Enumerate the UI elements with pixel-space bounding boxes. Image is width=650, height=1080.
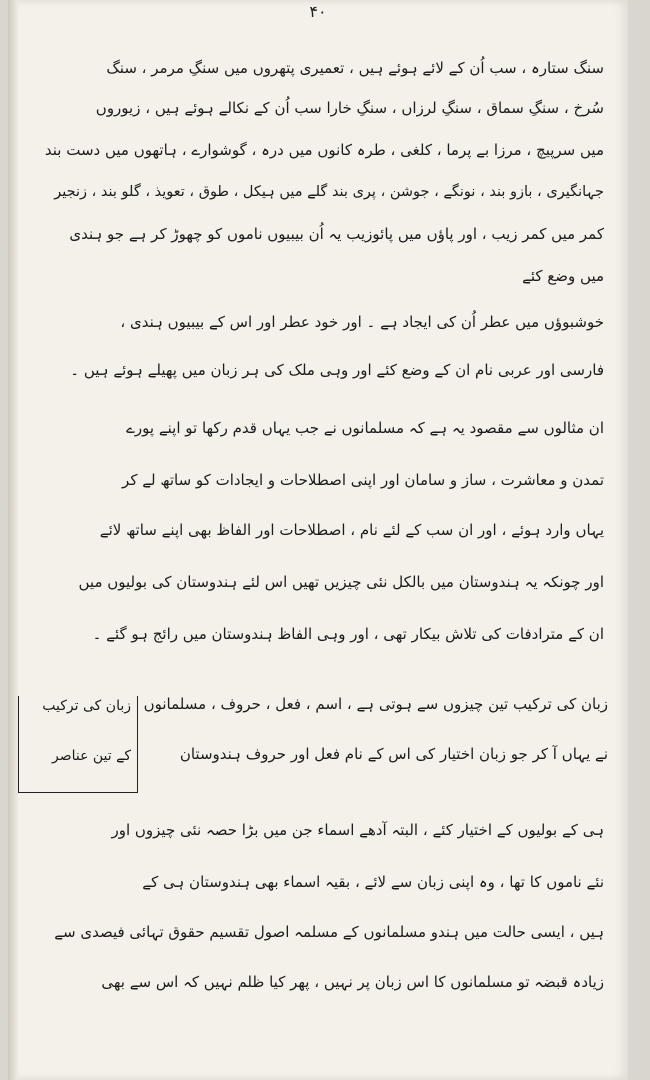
marginal-heading-line-2: کے تین عناصر: [51, 748, 131, 764]
text-line-11: یہاں وارد ہوئے ، اور ان سب کے لئے نام ، اصطلاحات اور الفاظ بھی اپنے ساتھ لائے: [99, 521, 604, 539]
text-line-17: نئے ناموں کا تھا ، وہ اپنی زبان سے لائے ، بقیہ اسماء بھی ہندوستان ہی کے: [142, 873, 604, 891]
marginal-heading-box: [18, 696, 138, 793]
text-line-13: ان کے مترادفات کی تلاش بیکار تھی ، اور وہی الفاظ ہندوستان میں رائج ہو گئے ۔: [92, 625, 604, 643]
text-line-4: جہانگیری ، بازو بند ، نونگے ، جوشن ، پری بند گلے میں ہیکل ، طوق ، تعویذ ، گلو بند ، زنجیر: [54, 184, 604, 200]
text-line-15: نے یہاں آ کر جو زبان اختیار کی اس کے نام فعل اور حروف ہندوستان: [179, 745, 608, 763]
page-number: ۴۰: [309, 2, 327, 21]
text-line-1: سنگ ستارہ ، سب اُن کے لائے ہوئے ہیں ، تعمیری پتھروں میں سنگِ مرمر ، سنگ: [106, 59, 604, 77]
page-binding-shadow: [8, 0, 18, 1080]
text-line-5: کمر میں کمر زیب ، اور پاؤں میں پائوزیب یہ اُن بیبیوں ناموں کو چھوڑ کر ہے جو ہندی: [69, 225, 604, 243]
text-line-14: زبان کی ترکیب تین چیزوں سے ہوتی ہے ، اسم ، فعل ، حروف ، مسلمانوں: [143, 695, 608, 713]
marginal-heading-line-1: زبان کی ترکیب: [42, 698, 131, 714]
text-line-16: ہی کے بولیوں کے اختیار کئے ، البتہ آدھے اسماء جن میں بڑا حصہ نئی چیزوں اور: [111, 821, 604, 839]
text-line-12: اور چونکہ یہ ہندوستان میں بالکل نئی چیزیں تھیں اس لئے ہندوستان کی بولیوں میں: [78, 573, 604, 591]
text-line-6: میں وضع کئے: [522, 267, 604, 285]
text-line-7: خوشبوؤں میں عطر اُن کی ایجاد ہے ۔ اور خود عطر اور اس کے بیبیوں ہندی ،: [120, 313, 604, 331]
text-line-18: ہیں ، ایسی حالت میں ہندو مسلمانوں کے مسلمہ اصول تقسیم حقوق تہائی فیصدی سے: [54, 923, 604, 941]
text-line-8: فارسی اور عربی نام ان کے وضع کئے اور وہی ملک کی ہر زبان میں پھیلے ہوئے ہیں ۔: [70, 361, 604, 379]
text-line-2: سُرخ ، سنگِ سماق ، سنگِ لرزاں ، سنگِ خارا سب اُن کے نکالے ہوئے ہیں ، زیوروں: [95, 99, 604, 117]
text-line-10: تمدن و معاشرت ، ساز و سامان اور اپنی اصطلاحات و ایجادات کو ساتھ لے کر: [122, 471, 604, 489]
text-line-19: زیادہ قبضہ تو مسلمانوں کا اس زبان پر نہیں ، پھر کیا ظلم نہیں کہ اس سے بھی: [101, 973, 604, 991]
text-line-9: ان مثالوں سے مقصود یہ ہے کہ مسلمانوں نے جب یہاں قدم رکھا تو اپنے پورے: [126, 419, 604, 437]
book-page: [8, 0, 628, 1080]
text-line-3: میں سرپیچ ، مرزا بے پرما ، کلغی ، طرہ کانوں میں درہ ، گوشوارے ، ہاتھوں میں دست بند: [44, 141, 604, 159]
